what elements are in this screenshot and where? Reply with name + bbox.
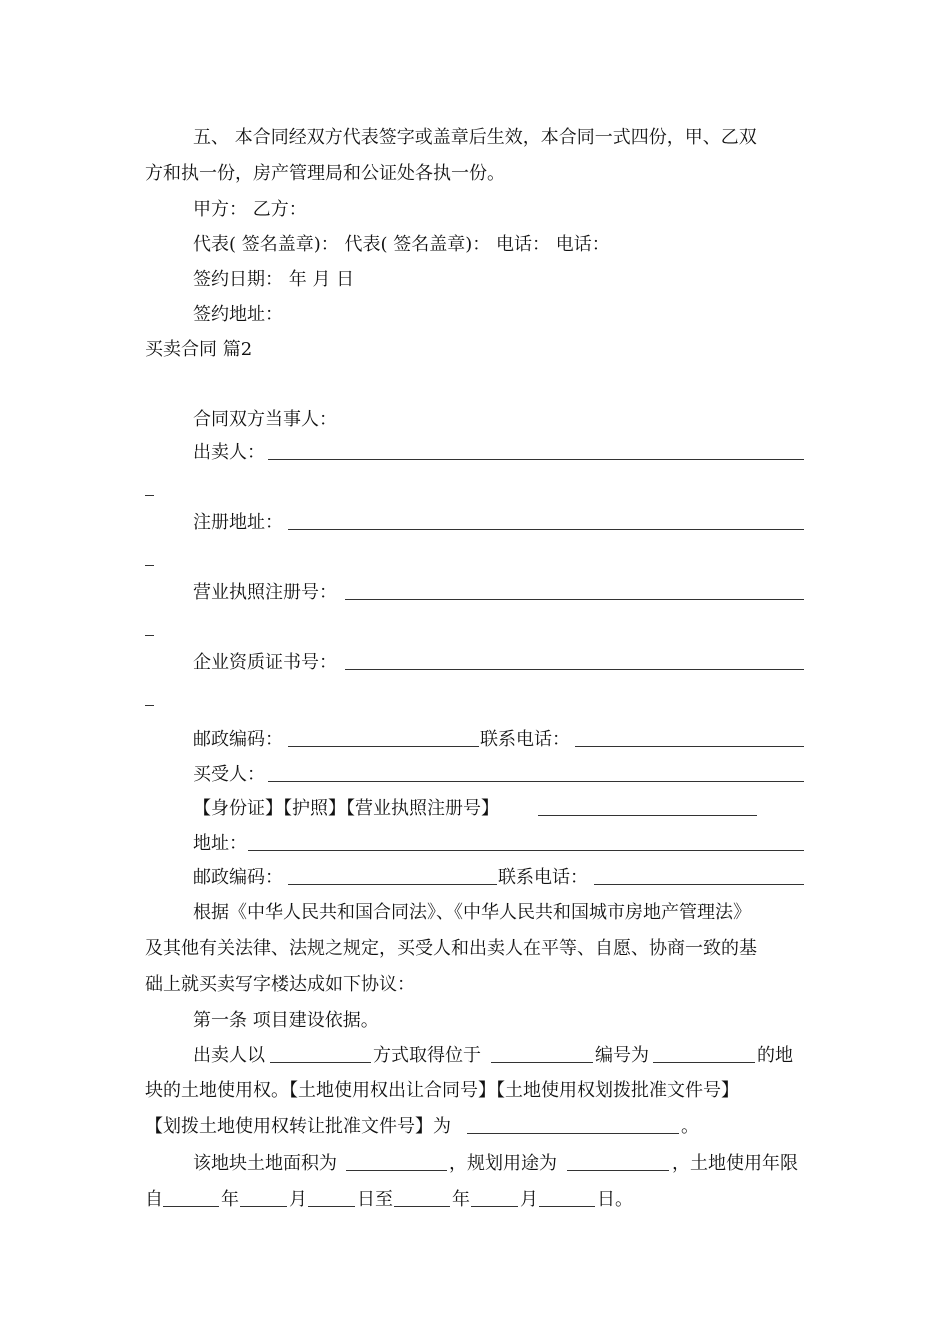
- id-type-label: 【身份证】【护照】【营业执照注册号】: [193, 798, 499, 819]
- parties-title: 合同双方当事人：: [193, 409, 337, 430]
- seller-phone-label: 联系电话：: [480, 729, 570, 750]
- seller-phone-field[interactable]: [575, 728, 804, 747]
- end-month-field[interactable]: [471, 1188, 518, 1207]
- area-seg-3: ，土地使用年限: [672, 1153, 798, 1174]
- start-month-field[interactable]: [240, 1188, 287, 1207]
- start-year-field[interactable]: [163, 1188, 219, 1207]
- term-day-to: 日至: [357, 1189, 393, 1210]
- clause-5-line-1: 五、 本合同经双方代表签字或盖章后生效，本合同一式四份，甲、乙双: [193, 127, 757, 148]
- term-from: 自: [145, 1189, 163, 1210]
- article-1-seg-4: 的地: [757, 1045, 793, 1066]
- term-month-1: 月: [289, 1189, 307, 1210]
- qualification-number-overflow: [145, 693, 154, 706]
- section-heading: 买卖合同 篇2: [145, 339, 253, 360]
- id-number-field[interactable]: [538, 797, 757, 816]
- registered-address-label: 注册地址：: [193, 512, 283, 533]
- buyer-address-field[interactable]: [248, 832, 804, 851]
- article-1-line-3-end: 。: [681, 1116, 699, 1137]
- buyer-phone-field[interactable]: [594, 866, 804, 885]
- clause-5-line-2: 方和执一份，房产管理局和公证处各执一份。: [145, 163, 505, 184]
- seller-field[interactable]: [268, 441, 804, 460]
- article-1-seg-1: 出卖人以: [193, 1045, 265, 1066]
- basis-line-2: 及其他有关法律、法规之规定，买受人和出卖人在平等、自愿、协商一致的基: [145, 938, 757, 959]
- land-location-field[interactable]: [491, 1044, 593, 1063]
- registered-address-overflow: [145, 553, 154, 566]
- buyer-postcode-field[interactable]: [288, 866, 497, 885]
- term-month-2: 月: [520, 1189, 538, 1210]
- buyer-postcode-label: 邮政编码：: [193, 867, 283, 888]
- seller-label: 出卖人：: [193, 442, 265, 463]
- term-year-1: 年: [221, 1189, 239, 1210]
- license-number-label: 营业执照注册号：: [193, 582, 337, 603]
- license-number-overflow: [145, 623, 154, 636]
- seller-postcode-field[interactable]: [288, 728, 479, 747]
- land-number-field[interactable]: [653, 1044, 755, 1063]
- end-day-field[interactable]: [539, 1188, 595, 1207]
- qualification-number-label: 企业资质证书号：: [193, 652, 337, 673]
- article-1-seg-2: 方式取得位于: [373, 1045, 481, 1066]
- area-seg-2: ，规划用途为: [449, 1153, 557, 1174]
- term-year-2: 年: [452, 1189, 470, 1210]
- approval-document-number-field[interactable]: [467, 1115, 679, 1134]
- article-1-title: 第一条 项目建设依据。: [193, 1010, 379, 1031]
- planned-use-field[interactable]: [567, 1152, 669, 1171]
- acquisition-method-field[interactable]: [270, 1044, 371, 1063]
- land-area-field[interactable]: [346, 1152, 447, 1171]
- registered-address-field[interactable]: [288, 511, 804, 530]
- party-line: 甲方： 乙方：: [193, 199, 307, 220]
- term-day-2: 日。: [597, 1189, 633, 1210]
- article-1-line-2: 块的土地使用权。【土地使用权出让合同号】【土地使用权划拨批准文件号】: [145, 1080, 739, 1101]
- start-day-field[interactable]: [308, 1188, 355, 1207]
- signing-place-line: 签约地址：: [193, 304, 283, 325]
- qualification-number-field[interactable]: [345, 651, 804, 670]
- article-1-seg-3: 编号为: [595, 1045, 649, 1066]
- representative-line: 代表( 签名盖章)： 代表( 签名盖章)： 电话： 电话：: [193, 234, 610, 255]
- signing-date-line: 签约日期： 年 月 日: [193, 269, 355, 290]
- buyer-label: 买受人：: [193, 764, 265, 785]
- end-year-field[interactable]: [394, 1188, 450, 1207]
- area-seg-1: 该地块土地面积为: [193, 1153, 337, 1174]
- buyer-address-label: 地址：: [193, 833, 247, 854]
- basis-line-3: 础上就买卖写字楼达成如下协议：: [145, 974, 415, 995]
- seller-field-overflow: [145, 483, 154, 496]
- buyer-field[interactable]: [268, 763, 804, 782]
- article-1-line-3-label: 【划拨土地使用权转让批准文件号】为: [145, 1116, 451, 1137]
- buyer-phone-label: 联系电话：: [498, 867, 588, 888]
- basis-line-1: 根据《中华人民共和国合同法》、《中华人民共和国城市房地产管理法》: [193, 902, 751, 923]
- seller-postcode-label: 邮政编码：: [193, 729, 283, 750]
- license-number-field[interactable]: [345, 581, 804, 600]
